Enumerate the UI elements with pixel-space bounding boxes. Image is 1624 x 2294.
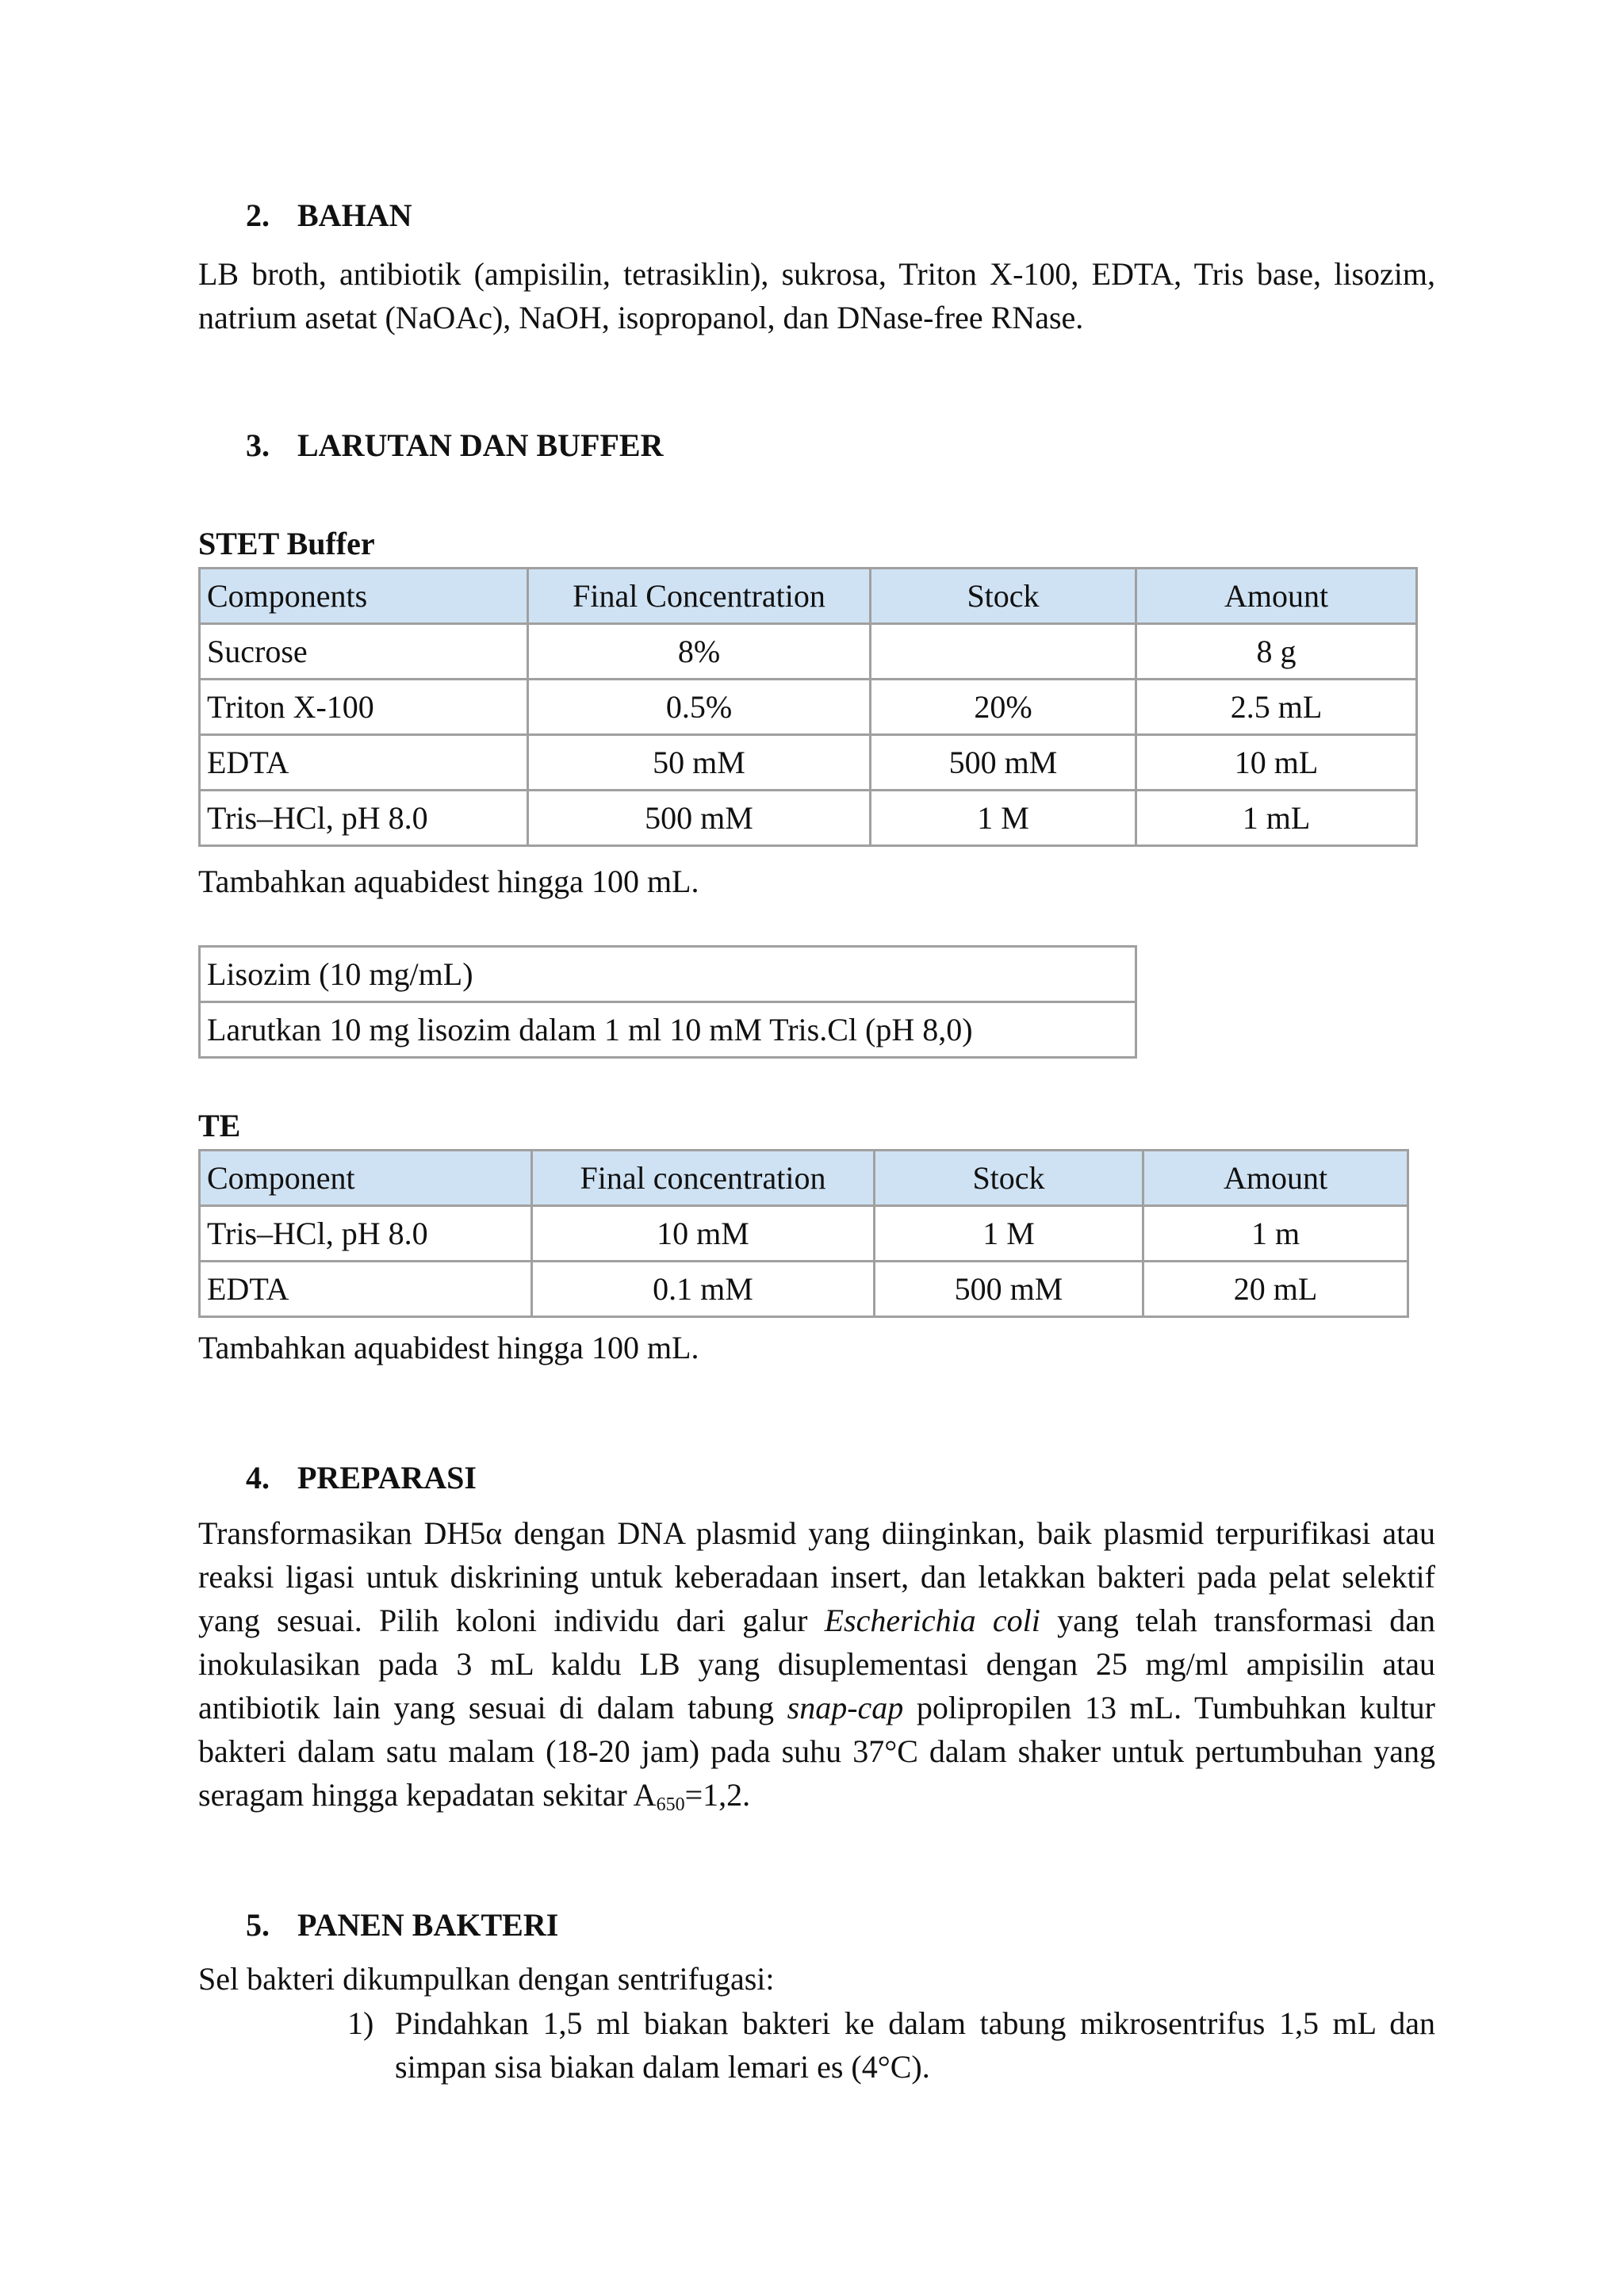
- section-heading-panen: 5. PANEN BAKTERI: [246, 1907, 559, 1943]
- table-cell: EDTA: [200, 735, 528, 791]
- table-cell: 0.5%: [528, 680, 871, 735]
- table-row: [200, 791, 1417, 846]
- panen-intro: Sel bakteri dikumpulkan dengan sentrifugasi:: [198, 1961, 775, 1997]
- table-cell: 2.5 mL: [1136, 680, 1417, 735]
- table-row: [200, 680, 1417, 735]
- table-header-cell: Component: [200, 1151, 532, 1206]
- table-header-cell: Stock: [875, 1151, 1143, 1206]
- stet-note: Tambahkan aquabidest hingga 100 mL.: [198, 864, 699, 899]
- table-cell: 1 m: [1143, 1206, 1408, 1262]
- table-header-cell: Final concentration: [532, 1151, 875, 1206]
- table-cell: 500 mM: [528, 791, 871, 846]
- table-header-row: [200, 1151, 1408, 1206]
- lisozim-table: [198, 945, 1137, 1059]
- bahan-paragraph: LB broth, antibiotik (ampisilin, tetrasiklin), sukrosa, Triton X-100, EDTA, Tris base, lisozim, natrium asetat (NaOAc), NaOH, isopropanol, dan DNase-free RNase.: [198, 256, 1435, 335]
- table-cell: Larutkan 10 mg lisozim dalam 1 ml 10 mM Tris.Cl (pH 8,0): [200, 1002, 1136, 1058]
- table-cell: 0.1 mM: [532, 1262, 875, 1317]
- list-item: [347, 2001, 1435, 2089]
- table-cell: Sucrose: [200, 624, 528, 680]
- table-header-cell: Amount: [1136, 569, 1417, 624]
- table-cell: Lisozim (10 mg/mL): [200, 947, 1136, 1002]
- te-note: Tambahkan aquabidest hingga 100 mL.: [198, 1330, 699, 1365]
- table-cell: Tris–HCl, pH 8.0: [200, 791, 528, 846]
- table-row: [200, 1002, 1136, 1058]
- list-item-text: Pindahkan 1,5 ml biakan bakteri ke dalam tabung mikrosentrifus 1,5 mL dan simpan sisa biakan dalam lemari es (4°C).: [395, 2005, 1435, 2085]
- section-heading-bahan: 2. BAHAN: [246, 197, 412, 233]
- table-cell: 20%: [871, 680, 1136, 735]
- table-row: [200, 1262, 1408, 1317]
- table-cell: [871, 624, 1136, 680]
- table-row: [200, 1206, 1408, 1262]
- table-cell: 1 M: [871, 791, 1136, 846]
- table-row: [200, 947, 1136, 1002]
- table-header-cell: Amount: [1143, 1151, 1408, 1206]
- table-header-cell: Components: [200, 569, 528, 624]
- table-cell: 50 mM: [528, 735, 871, 791]
- table-cell: 8 g: [1136, 624, 1417, 680]
- section-heading-preparasi: 4. PREPARASI: [246, 1460, 477, 1496]
- table-cell: 20 mL: [1143, 1262, 1408, 1317]
- te-table: [198, 1149, 1409, 1318]
- te-title: TE: [198, 1108, 241, 1143]
- table-header-row: [200, 569, 1417, 624]
- table-cell: 500 mM: [875, 1262, 1143, 1317]
- table-cell: 500 mM: [871, 735, 1136, 791]
- stet-buffer-table: [198, 567, 1418, 847]
- table-header-cell: Final Concentration: [528, 569, 871, 624]
- preparasi-paragraph: Transformasikan DH5α dengan DNA plasmid yang diinginkan, baik plasmid terpurifikasi atau reaksi ligasi untuk diskrining untuk keberadaan insert, dan letakkan bakteri pada pelat selektif yang sesuai. Pilih koloni individu dari galur Escherichia coli yang telah transformasi dan inokulasikan pada 3 mL kaldu LB yang disuplementasi dengan 25 mg/ml ampisilin atau antibiotik lain yang sesuai di dalam tabung snap-cap polipropilen 13 mL. Tumbuhkan kultur bakteri dalam satu malam (18-20 jam) pada suhu 37°C dalam shaker untuk pertumbuhan yang seragam hingga kepadatan sekitar $A_{650}=1,2$.: [198, 1515, 1435, 1815]
- table-cell: EDTA: [200, 1262, 532, 1317]
- table-cell: 10 mM: [532, 1206, 875, 1262]
- table-cell: 1 mL: [1136, 791, 1417, 846]
- table-cell: 8%: [528, 624, 871, 680]
- table-row: [200, 735, 1417, 791]
- stet-buffer-title: STET Buffer: [198, 526, 375, 561]
- table-cell: Tris–HCl, pH 8.0: [200, 1206, 532, 1262]
- table-row: [200, 624, 1417, 680]
- section-heading-larutan: 3. LARUTAN DAN BUFFER: [246, 427, 664, 463]
- table-header-cell: Stock: [871, 569, 1136, 624]
- table-cell: 1 M: [875, 1206, 1143, 1262]
- table-cell: 10 mL: [1136, 735, 1417, 791]
- list-marker: 1): [347, 2005, 374, 2041]
- table-cell: Triton X-100: [200, 680, 528, 735]
